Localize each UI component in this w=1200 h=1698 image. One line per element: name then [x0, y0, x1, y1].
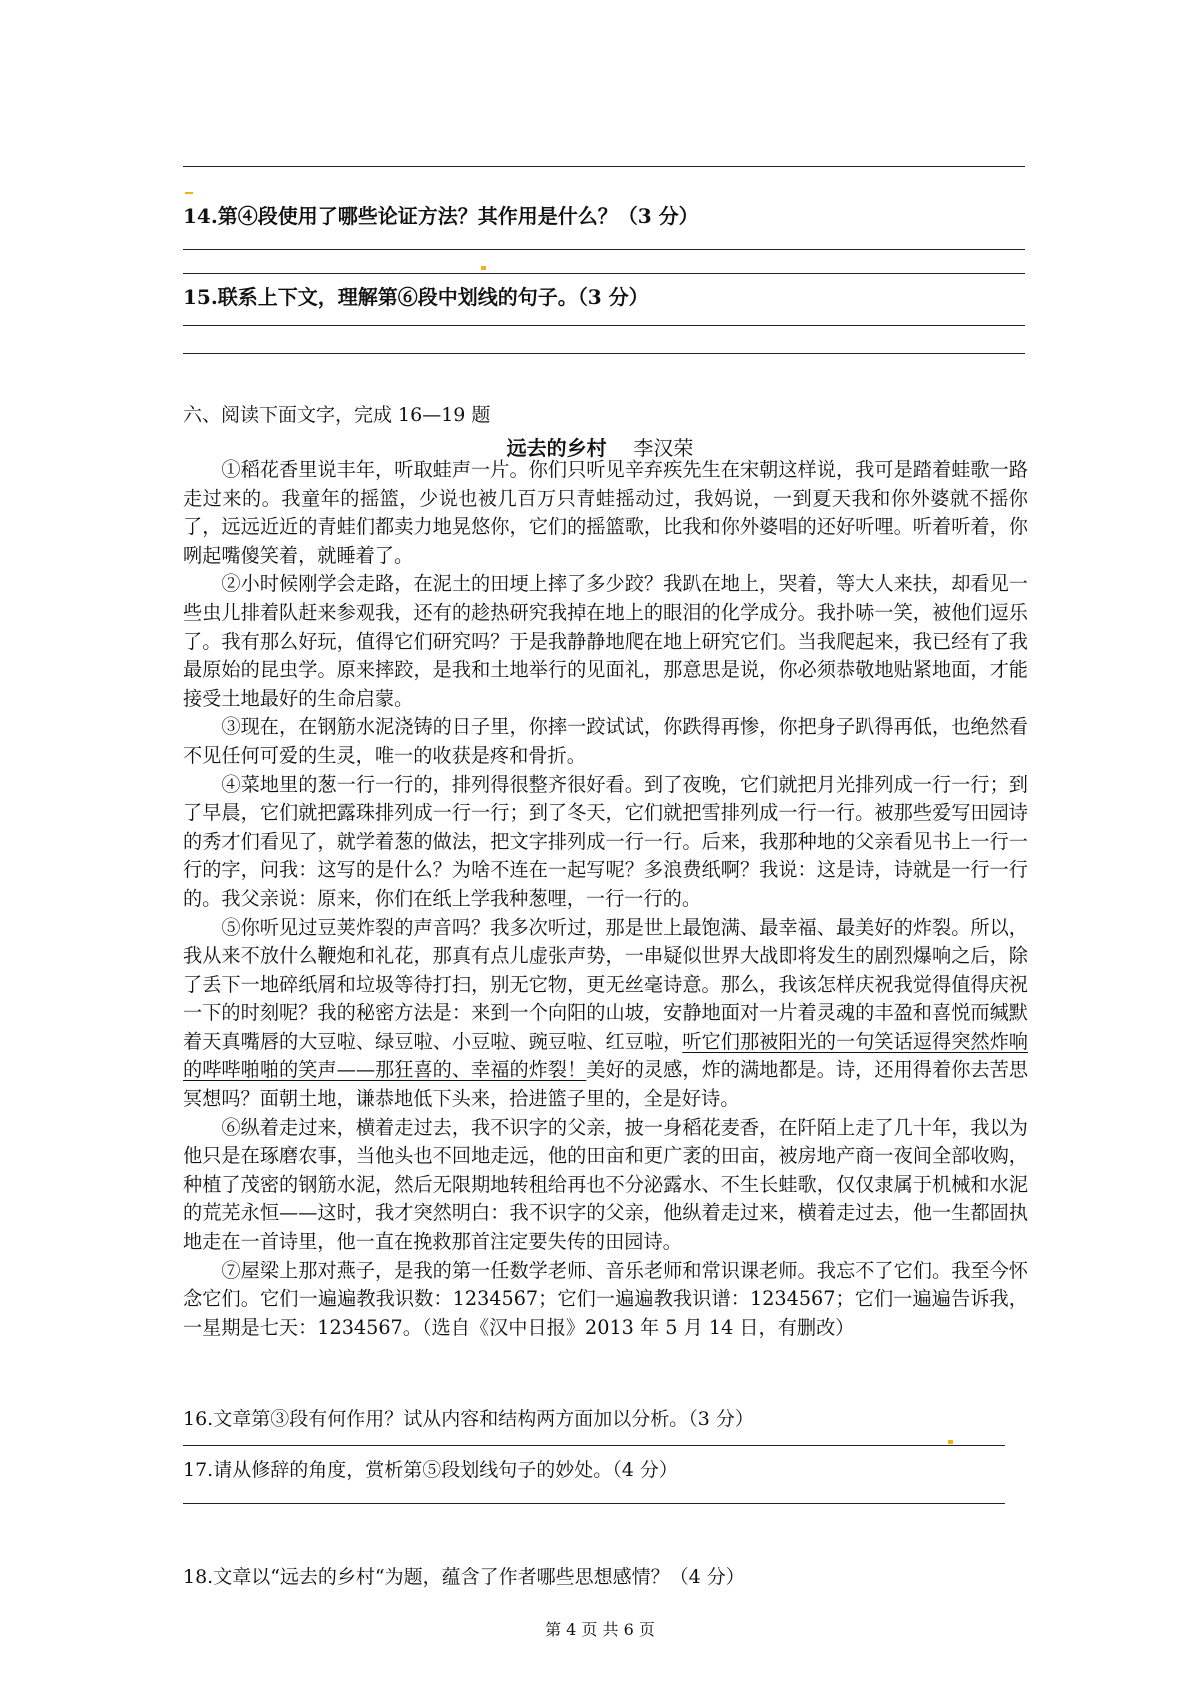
article-body — [183, 456, 1028, 1342]
article-title: 远去的乡村 — [506, 436, 607, 460]
page-footer: 第 4 页 共 6 页 — [545, 1620, 655, 1639]
question-15: 15.联系上下文，理解第⑥段中划线的句子。（3 分） — [183, 285, 649, 309]
paragraph — [183, 914, 1028, 1114]
answer-line — [183, 249, 1025, 250]
question-18: 18.文章以“远去的乡村“为题，蕴含了作者哪些思想感情？（4 分） — [183, 1566, 745, 1588]
question-17: 17.请从修辞的角度，赏析第⑤段划线句子的妙处。（4 分） — [183, 1459, 678, 1481]
answer-line — [183, 1503, 1005, 1504]
underlined-sentence: 听它们那被阳光的一句笑话逗得突然炸响的哔哔啪啪的笑声——那狂喜的、幸福的炸裂！ — [183, 1029, 1028, 1082]
marker-dot — [948, 1440, 953, 1444]
answer-line — [183, 273, 1025, 274]
answer-line — [183, 353, 1025, 354]
paragraph-text: ⑤你听见过豆荚炸裂的声音吗？我多次听过，那是世上最饱满、最幸福、最美好的炸裂。所以，我从来不放什么鞭炮和礼花，那真有点儿虚张声势，一串疑似世界大战即将发生的剧烈爆响之后，除了丢下一地碎纸屑和垃圾等待打扫，别无它物，更无丝毫诗意。那么，我该怎样庆祝我觉得值得庆祝一下的时刻呢？我的秘密方法是：来到一个向阳的山坡，安静地面对一片着灵魂的丰盈和喜悦而缄默着天真嘴唇的大豆啦、绿豆啦、小豆啦、豌豆啦、红豆啦， — [183, 915, 1028, 1053]
paragraph-text-marked: 我不识字的父亲，他纵着走过来，横着走过去，他一生都固执地走在一首诗里，他一直在挽救那首注定要失传的田园诗。 — [183, 1201, 1029, 1254]
answer-line — [183, 166, 1025, 167]
question-16: 16.文章第③段有何作用？试从内容和结构两方面加以分析。（3 分） — [183, 1408, 754, 1430]
section-heading: 六、阅读下面文字，完成 16—19 题 — [183, 404, 491, 426]
paragraph — [183, 1114, 1028, 1257]
marker-dot — [185, 192, 193, 194]
question-14: 14.第④段使用了哪些论证方法？其作用是什么？（3 分） — [183, 204, 699, 228]
paragraph: ②小时候刚学会走路，在泥土的田埂上摔了多少跤？我趴在地上，哭着，等大人来扶，却看见一些虫儿排着队赶来参观我，还有的趁热研究我掉在地上的眼泪的化学成分。我扑哧一笑，被他们逗乐了。我有那么好玩，值得它们研究吗？于是我静静地爬在地上研究它们。当我爬起来，我已经有了我最原始的昆虫学。原来摔跤，是我和土地举行的见面礼，那意思是说，你必须恭敬地贴紧地面，才能接受土地最好的生命启蒙。 — [183, 572, 1028, 710]
paragraph: ④菜地里的葱一行一行的，排列得很整齐很好看。到了夜晚，它们就把月光排列成一行一行；到了早晨，它们就把露珠排列成一行一行；到了冬天，它们就把雪排列成一行一行。被那些爱写田园诗的秀才们看见了，就学着葱的做法，把文字排列成一行一行。后来，我那种地的父亲看见书上一行一行的字，问我：这写的是什么？为啥不连在一起写呢？多浪费纸啊？我说：这是诗，诗就是一行一行的。我父亲说：原来，你们在纸上学我种葱哩，一行一行的。 — [183, 772, 1028, 910]
answer-line — [183, 325, 1025, 326]
paragraph: ①稻花香里说丰年，听取蛙声一片。你们只听见辛弃疾先生在宋朝这样说，我可是踏着蛙歌一路走过来的。我童年的摇篮，少说也被几百万只青蛙摇动过，我妈说，一到夏天我和你外婆就不摇你了，远远近近的青蛙们都卖力地晃悠你，它们的摇篮歌，比我和你外婆唱的还好听哩。听着听着，你咧起嘴傻笑着，就睡着了。 — [183, 458, 1028, 567]
marker-dot — [481, 266, 486, 270]
paragraph-text: 美好的灵感，炸的满地都是。诗，还用得着你去苦思冥想吗？面朝土地，谦恭地低下头来，拾进篮子里的，全是好诗。 — [183, 1058, 1029, 1111]
paragraph: ③现在，在钢筋水泥浇铸的日子里，你摔一跤试试，你跌得再惨，你把身子趴得再低，也绝然看不见任何可爱的生灵，唯一的收获是疼和骨折。 — [183, 715, 1028, 767]
answer-line — [183, 1445, 1005, 1446]
paragraph: ⑦屋梁上那对燕子，是我的第一任数学老师、音乐老师和常识课老师。我忘不了它们。我至今怀念它们。它们一遍遍教我识数：1234567；它们一遍遍教我识谱：1234567；它们一遍遍告诉我，一星期是七天：1234567。（选自《汉中日报》2013 年 5 月 14 日，有删改） — [183, 1258, 1028, 1339]
article-author: 李汉荣 — [633, 436, 694, 460]
paragraph-text: ⑥纵着走过来，横着走过去，我不识字的父亲，披一身稻花麦香，在阡陌上走了几十年，我以为他只是在琢磨农事，当他头也不回地走远，他的田亩和更广袤的田亩，被房地产商一夜间全部收购，种植了茂密的钢筋水泥，然后无限期地转租给再也不分泌露水、不生长蛙歌，仅仅隶属于机械和水泥的荒芜永恒——这时，我才突然明白： — [183, 1115, 1028, 1225]
